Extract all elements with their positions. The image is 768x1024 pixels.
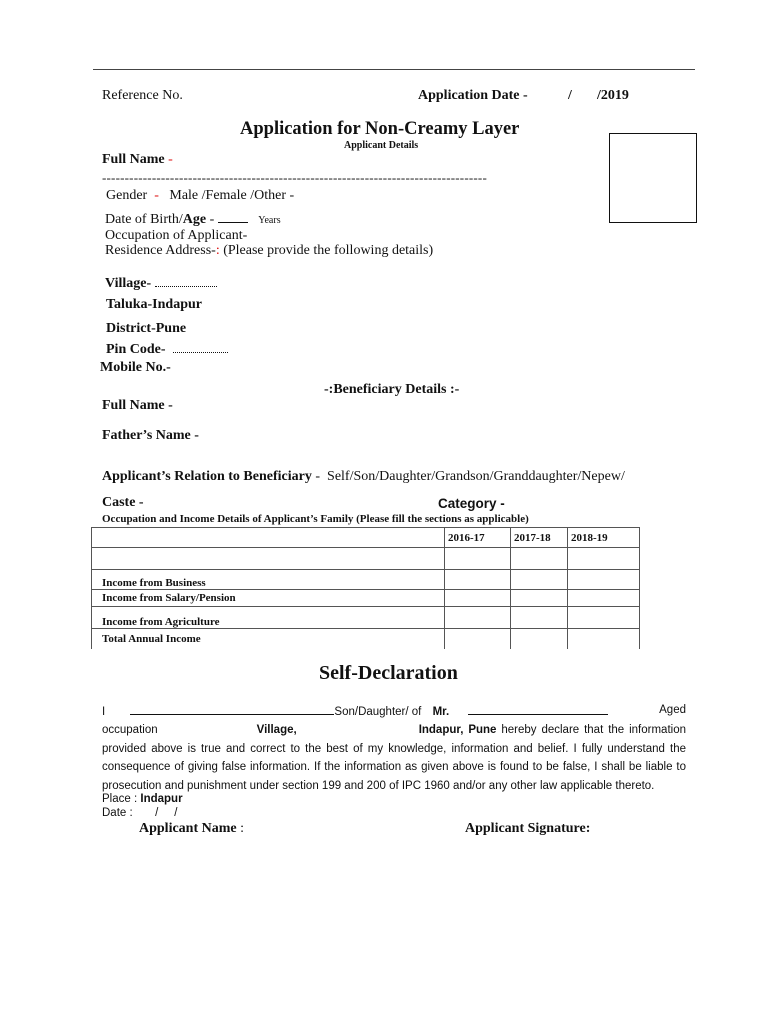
place-row <box>102 793 183 805</box>
mobile-label: Mobile No.- <box>100 360 171 375</box>
table-row <box>92 570 640 590</box>
dob-row <box>105 212 281 228</box>
years-label: Years <box>258 215 281 226</box>
relation-row <box>102 469 625 485</box>
top-rule <box>93 69 695 70</box>
caste-label: Caste - <box>102 495 144 510</box>
applicant-signature-label: Applicant Signature: <box>465 821 591 836</box>
table-cell[interactable] <box>568 570 640 590</box>
income-row-label: Income from Salary/Pension <box>92 590 445 607</box>
application-date-label: Application Date - <box>418 88 528 103</box>
declarant-name-blank[interactable] <box>130 704 334 715</box>
village-row <box>105 276 217 292</box>
table-cell[interactable] <box>445 629 511 649</box>
place-value: Indapur <box>140 793 183 805</box>
table-cell[interactable] <box>511 629 568 649</box>
residence-row <box>105 243 433 259</box>
application-year: /2019 <box>597 88 629 103</box>
relation-label: Applicant’s Relation to Beneficiary <box>102 469 312 484</box>
applicant-name-label: Applicant Name <box>139 821 237 836</box>
residence-label: Residence Address- <box>105 243 216 258</box>
table-cell[interactable] <box>511 607 568 629</box>
table-cell[interactable] <box>568 590 640 607</box>
year-header: 2018-19 <box>568 528 640 548</box>
red-dash: - <box>154 188 159 203</box>
residence-colon: : <box>215 243 220 258</box>
year-header: 2017-18 <box>511 528 568 548</box>
application-date-sep: / <box>568 88 572 103</box>
income-table-caption: Occupation and Income Details of Applicant’s Family (Please fill the sections as applicable) <box>102 513 529 525</box>
full-name-dashed-line[interactable]: ------------------------------------------------------------------------------------- <box>102 170 487 185</box>
photo-box[interactable] <box>609 133 697 223</box>
applicant-full-name-row <box>102 152 173 168</box>
self-declaration-heading: Self-Declaration <box>319 662 458 684</box>
table-cell[interactable] <box>445 590 511 607</box>
table-cell[interactable] <box>511 590 568 607</box>
date-label: Date : <box>102 807 133 819</box>
relation-dash: - <box>315 469 321 484</box>
full-name-label: Full Name <box>102 152 165 167</box>
village-blank[interactable] <box>155 278 217 287</box>
decl-i: I <box>102 706 106 718</box>
pin-label: Pin Code- <box>106 342 166 357</box>
table-cell <box>92 548 445 570</box>
gender-label: Gender <box>106 188 148 203</box>
date-slashes[interactable]: / / <box>155 807 178 819</box>
decl-body-text: hereby declare that the information provided above is true and correct to the best of my knowledge, information and belief. I fully understand the consequence of giving false information. If the information as given above is found to be false, I shall be liable to prosecution and punishment under section 199 and 200 of IPC 1960 and/or any other law applicable thereto. <box>102 724 686 792</box>
table-row <box>92 548 640 570</box>
table-cell[interactable] <box>511 570 568 590</box>
table-cell[interactable] <box>568 629 640 649</box>
parent-name-blank[interactable] <box>468 704 608 715</box>
village-label: Village- <box>105 276 152 291</box>
age-dash: - <box>209 212 215 227</box>
age-blank[interactable] <box>218 212 248 223</box>
table-cell[interactable] <box>568 548 640 570</box>
decl-indapur-pune: Indapur, Pune <box>418 724 497 736</box>
table-cell[interactable] <box>445 607 511 629</box>
red-dash: - <box>168 152 173 167</box>
occupation-label: Occupation of Applicant- <box>105 228 248 243</box>
decl-mr: Mr. <box>432 706 450 718</box>
applicant-details-subtitle: Applicant Details <box>344 140 419 151</box>
table-cell[interactable] <box>568 607 640 629</box>
table-cell[interactable] <box>445 548 511 570</box>
page-title: Application for Non-Creamy Layer <box>240 119 520 139</box>
category-label: Category - <box>438 496 505 511</box>
age-label: Age <box>182 212 207 227</box>
table-cell[interactable] <box>511 548 568 570</box>
reference-label: Reference No. <box>102 88 183 103</box>
pin-blank[interactable] <box>173 344 228 353</box>
decl-occupation: occupation <box>102 724 158 736</box>
applicant-name-colon: : <box>240 821 245 836</box>
declaration-line-1 <box>102 704 686 718</box>
decl-village: Village, <box>256 724 297 736</box>
applicant-name-row <box>139 821 244 837</box>
table-header-row <box>92 528 640 548</box>
income-table <box>91 527 640 649</box>
year-header: 2016-17 <box>445 528 511 548</box>
date-row <box>102 807 177 819</box>
decl-son-daughter-of: Son/Daughter/ of <box>334 706 422 718</box>
income-row-label: Income from Agriculture <box>92 607 445 629</box>
father-name-label: Father’s Name - <box>102 428 199 443</box>
gender-options[interactable]: Male /Female /Other - <box>169 188 295 203</box>
income-row-label: Total Annual Income <box>92 629 445 649</box>
table-cell[interactable] <box>445 570 511 590</box>
residence-note: (Please provide the following details) <box>223 243 434 258</box>
income-row-label: Income from Business <box>92 570 445 590</box>
decl-aged: Aged <box>659 704 686 716</box>
taluka-label: Taluka-Indapur <box>106 297 202 312</box>
table-cell <box>92 528 445 548</box>
place-label: Place : <box>102 793 138 805</box>
beneficiary-full-name-label: Full Name - <box>102 398 173 413</box>
beneficiary-heading: -:Beneficiary Details :- <box>324 382 460 397</box>
district-label: District-Pune <box>106 321 187 336</box>
relation-options[interactable]: Self/Son/Daughter/Grandson/Granddaughter/Nepew/ <box>327 469 625 484</box>
declaration-paragraph <box>102 721 686 795</box>
table-row <box>92 607 640 629</box>
pin-row <box>106 342 228 358</box>
table-row <box>92 590 640 607</box>
table-row <box>92 629 640 649</box>
dob-label: Date of Birth/ <box>105 212 183 227</box>
gender-row <box>106 188 294 204</box>
